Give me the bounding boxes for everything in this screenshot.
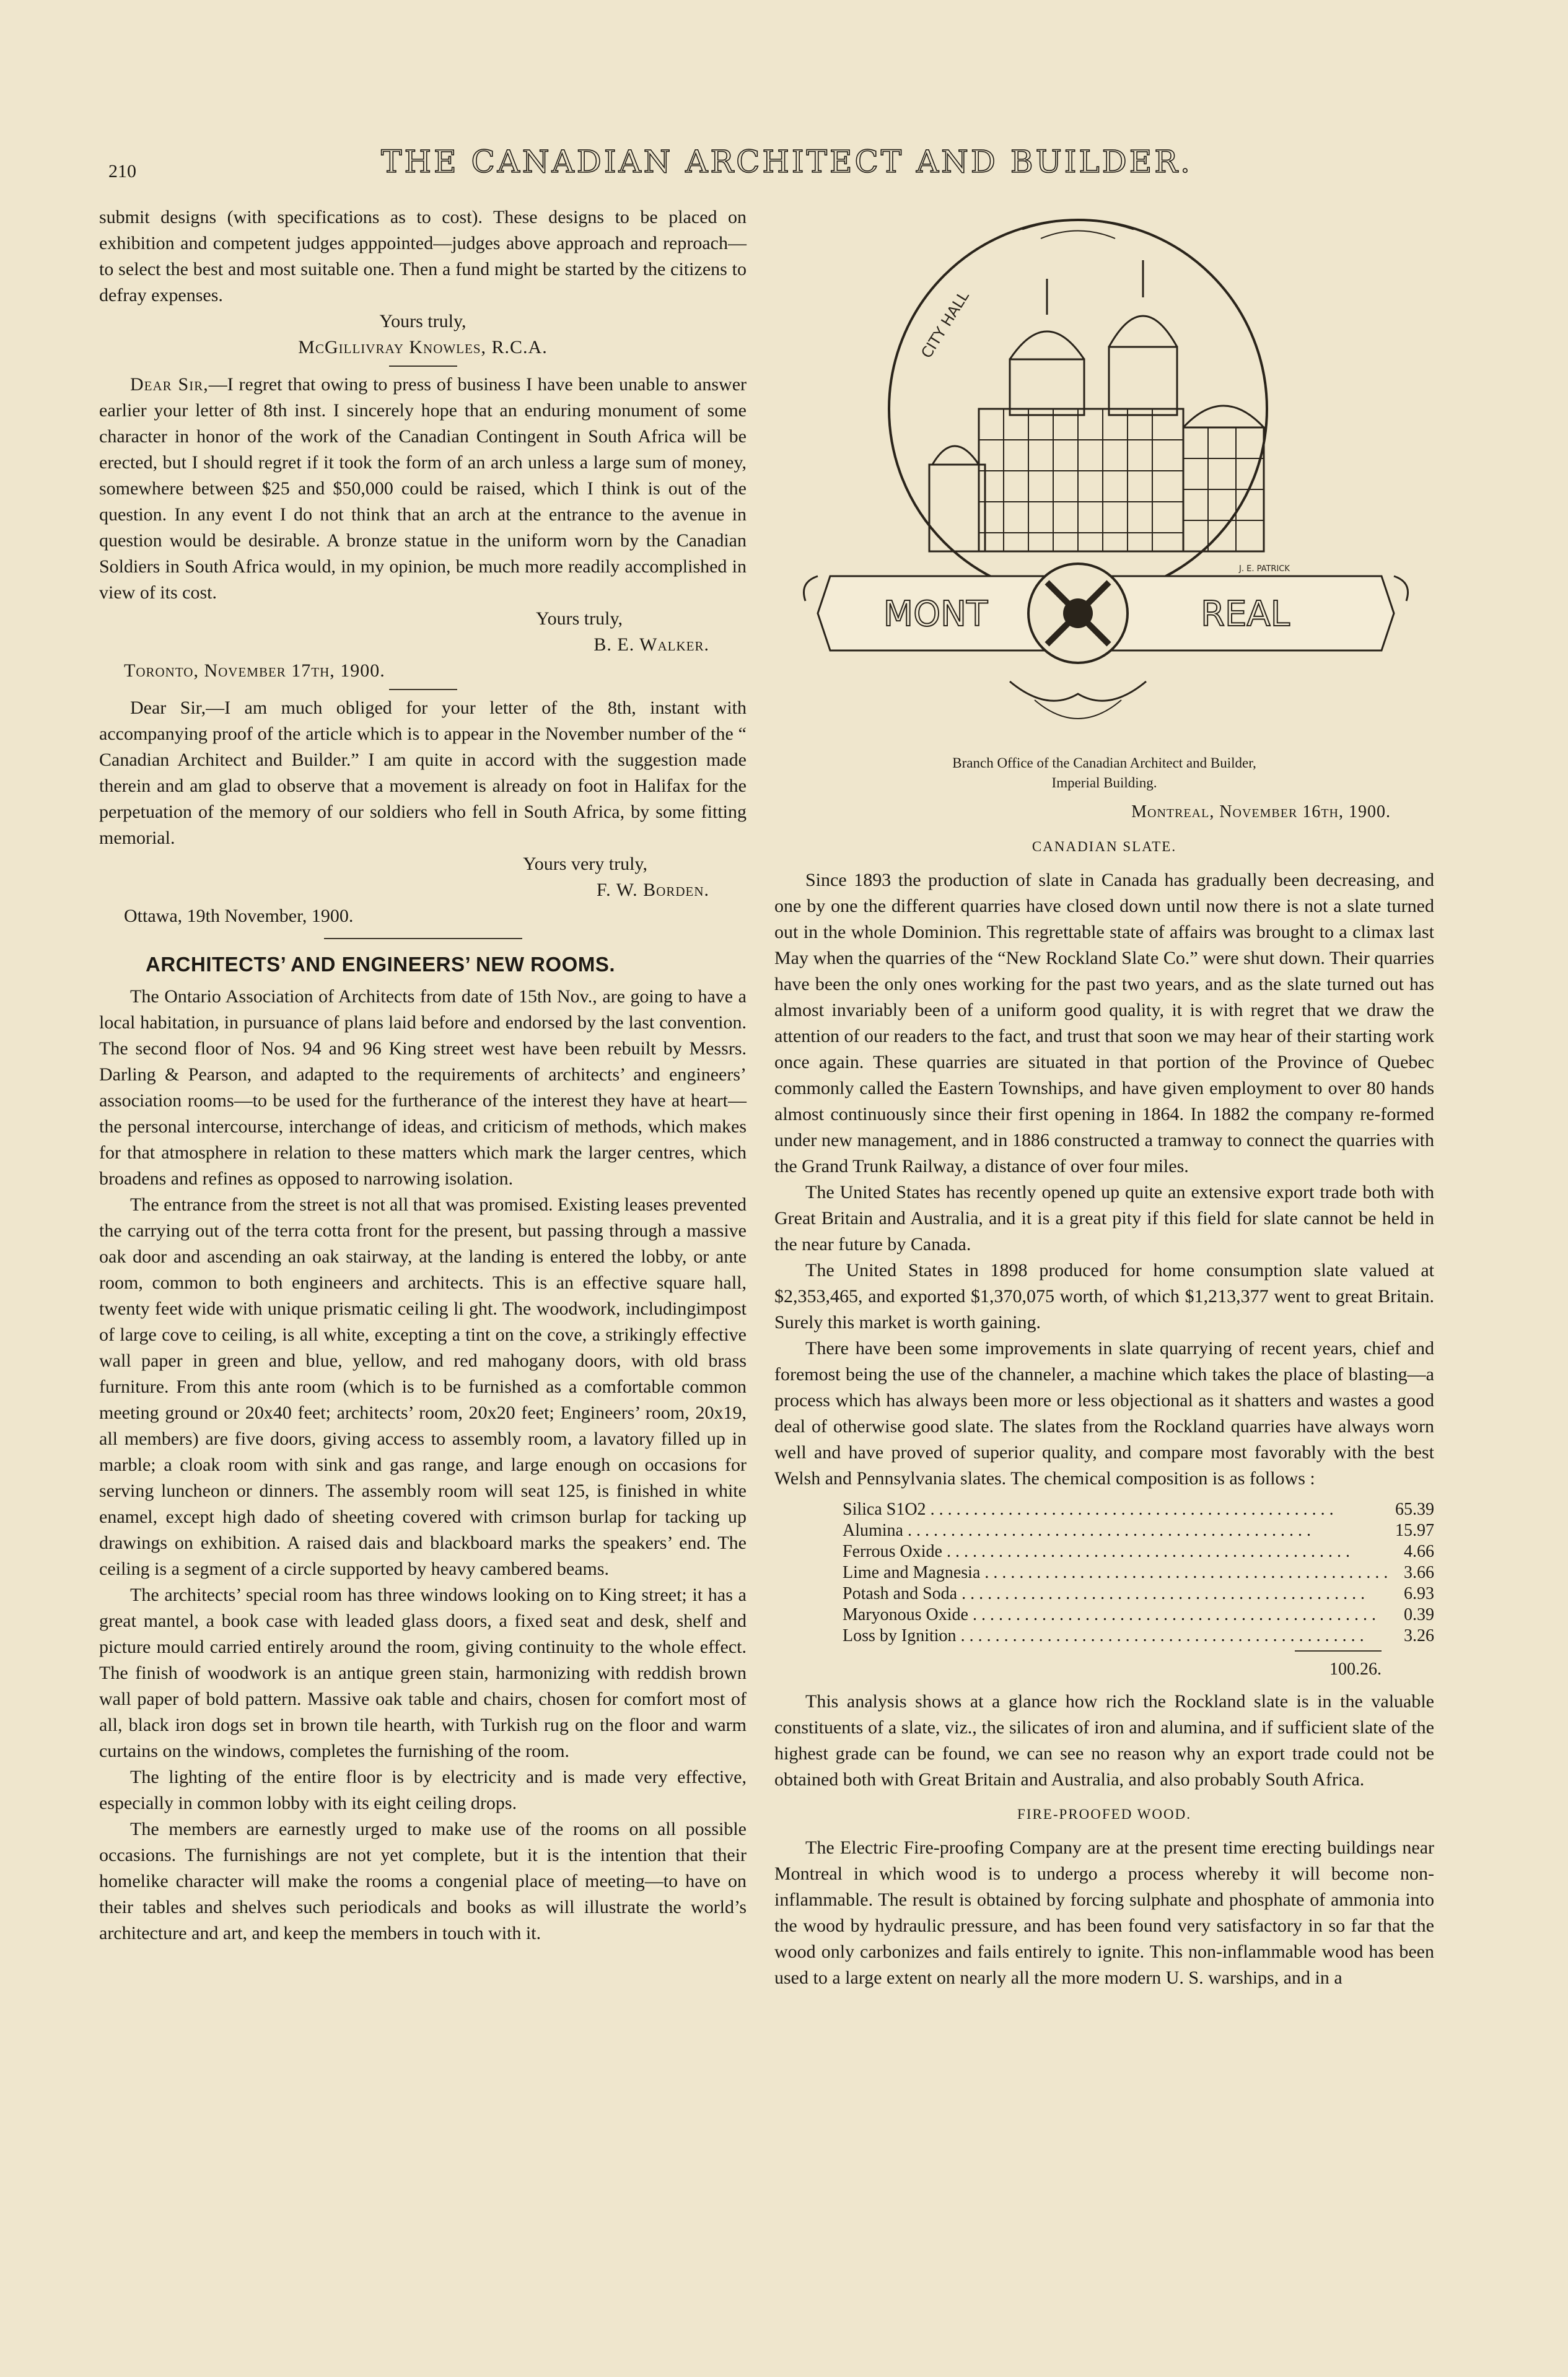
divider	[389, 689, 457, 690]
compound-name: Lime and Magnesia . . . . . . . . . . . . . . . . . . . . . . . . . . . . . . . . . . . . . . . . . . . . . . .	[843, 1563, 1388, 1582]
article-paragraph: There have been some improvements in slate quarrying of recent years, chief and foremost being the use of the channeler, a machine which takes the place of blasting—a process which has always been more or less objectional as it shatters and wastes a good deal of otherwise good slate. The slates from the Rockland quarries have always worn well and have proved of superior quality, and compare most favorably with the best Welsh and Pennsylvania slates. The chemical composition is as follows :	[774, 1338, 1434, 1489]
banner-left-text: MONT	[883, 594, 988, 634]
section-divider	[324, 938, 522, 939]
table-row	[843, 1583, 1434, 1604]
left-column	[99, 204, 747, 1946]
letter-2-salutation: Dear Sir,	[130, 374, 209, 395]
caption-text: Branch Office of the Canadian Architect and Builder,	[952, 755, 1256, 771]
letter-3-signature: F. W. Borden.	[596, 880, 709, 900]
compound-name: Silica S1O2 . . . . . . . . . . . . . . . . . . . . . . . . . . . . . . . . . . . . . . . . . . . . . . .	[843, 1500, 1334, 1519]
subhead-fire-proofed-wood: FIRE-PROOFED WOOD.	[1017, 1806, 1191, 1822]
letter-2-signature: B. E. Walker.	[593, 634, 709, 655]
article-paragraph: The Ontario Association of Architects from date of 15th Nov., are going to have a local habitation, in pursuance of plans laid before and endorsed by the last convention. The second floor of Nos. 94 and 96 King street west have been rebuilt by Messrs. Darling & Pearson, and adapted to the requirements of architects’ and engineers’ association rooms—to be used for the furtherance of the interest they have at heart—the personal intercourse, interchange of ideas, and criticism of methods, which makes for that atmosphere in relation to these matters which mark the larger centres, which broadens and refines as opposed to narrowing isolation.	[99, 986, 747, 1189]
letter-2-closing: Yours truly,	[535, 608, 623, 629]
running-title: THE CANADIAN ARCHITECT AND BUILDER.	[381, 144, 1193, 180]
article-paragraph: The United States has recently opened up quite an extensive export trade both with Great Britain and Australia, and it is a great pity if this field for slate cannot be held in the near future by Canada.	[774, 1182, 1434, 1254]
city-hall-illustration	[774, 204, 1434, 750]
letter-1-signature: McGillivray Knowles, R.C.A.	[298, 337, 548, 357]
compound-value: 15.97	[1395, 1521, 1434, 1540]
letter-2-body	[99, 372, 747, 606]
compound-name: Potash and Soda . . . . . . . . . . . . . . . . . . . . . . . . . . . . . . . . . . . . . . . . . . . . . . .	[843, 1584, 1365, 1603]
total-rule	[1295, 1650, 1382, 1652]
article-paragraph: The entrance from the street is not all that was promised. Existing leases prevented the carrying out of the terra cotta front for the present, but passing through a massive oak door and ascending an oak stairway, at the landing is entered the lobby, or ante room, common to both engineers and architects. This is an effective square hall, twenty feet wide with unique prismatic ceiling li ght. The woodwork, includingimpost of large cove to ceiling, is all white, excepting a tint on the cove, a strikingly effective wall paper in green and blue, yellow, and red mahogany doors, with old brass furniture. From this ante room (which is to be furnished as a comfortable common meeting ground or 20x40 feet; architects’ room, 20x20 feet; Engineers’ room, 20x19, all members) are five doors, giving access to assembly room, a lavatory filled up in marble; a cloak room with sink and gas range, and large enough on occasions for serving luncheon or dinners. The assembly room will seat 125, is finished in white enamel, except high dado of sheeting covered with crimson burlap for tacking up drawings on exhibition. A raised dais and blackboard marks the speakers’ end. The ceiling is a segment of a circle supported by heavy cambered beams.	[99, 1194, 747, 1579]
table-row	[843, 1562, 1434, 1583]
letter-1-closing: Yours truly,	[379, 311, 466, 331]
article-paragraph: The architects’ special room has three windows looking on to King street; it has a great mantel, a book case with leaded glass doors, a fixed seat and desk, shelf and picture mould carried entirely around the room, giving continuity to the whole effect. The finish of woodwork is an antique green stain, harmonizing with reddish brown wall paper of bold pattern. Massive oak table and chairs, chosen for comfort most of all, black iron dogs set in brown tile hearth, with Turkish rug on the floor and warm curtains on the windows, completes the furnishing of the room.	[99, 1585, 747, 1761]
compound-value: 6.93	[1404, 1584, 1434, 1603]
compound-value: 3.26	[1404, 1626, 1434, 1645]
letter-3-place-date: Ottawa, 19th November, 1900.	[124, 906, 354, 926]
subhead-canadian-slate: CANADIAN SLATE.	[1031, 839, 1177, 854]
compound-name: Ferrous Oxide . . . . . . . . . . . . . . . . . . . . . . . . . . . . . . . . . . . . . . . . . . . . . . .	[843, 1542, 1350, 1561]
letter-1-body: submit designs (with specifications as to cost). These designs to be placed on exhibition and competent judges apppointed—judges above approach and reproach—to select the best and most suitable one. Then a fund might be started by the citizens to defray expenses.	[99, 207, 747, 305]
caption-line	[774, 773, 1434, 793]
letter-2-place-date: Toronto, November 17th, 1900.	[124, 660, 385, 681]
city-hall-engraving	[774, 204, 1434, 750]
article-paragraph: This analysis shows at a glance how rich the Rockland slate is in the valuable constituents of a slate, viz., the silicates of iron and alumina, and if sufficient slate of the highest grade can be found, we can see no reason why an export trade could not be obtained both with Great Britain and Australia, and also probably South Africa.	[774, 1691, 1434, 1790]
dateline: Montreal, November 16th, 1900.	[1131, 802, 1391, 821]
table-row	[843, 1520, 1434, 1541]
section-heading: ARCHITECTS’ AND ENGINEERS’ NEW ROOMS.	[146, 953, 616, 976]
banner-right-text: REAL	[1201, 594, 1290, 634]
page-number: 210	[108, 161, 136, 182]
right-column	[774, 204, 1434, 1991]
compound-value: 0.39	[1404, 1605, 1434, 1624]
chemical-analysis-table	[843, 1499, 1434, 1647]
article-paragraph: The members are earnestly urged to make use of the rooms on all possible occasions. The furnishings are not yet complete, but it is the intention that their homelike character will make the rooms a congenial place of meeting—to have on their tables and shelves such periodicals and books as will illustrate the world’s architecture and art, and keep the members in touch with it.	[99, 1819, 747, 1943]
artist-signature: J. E. PATRICK	[1239, 564, 1290, 574]
caption-text: Imperial Building.	[1051, 775, 1157, 790]
table-row	[843, 1626, 1434, 1647]
letter-3-body: Dear Sir,—I am much obliged for your letter of the 8th, instant with accompanying proof of the article which is to appear in the November number of the “ Canadian Architect and Builder.” I am quite in accord with the suggestion made therein and am glad to observe that a movement is already on foot in Halifax for the perpetuation of the memory of our soldiers who fell in South Africa, by some fitting memorial.	[99, 698, 747, 848]
divider	[389, 366, 457, 367]
table-row	[843, 1541, 1434, 1562]
table-row	[843, 1604, 1434, 1626]
letter-2-text: —I regret that owing to press of business I have been unable to answer earlier your letter of 8th inst. I sincerely hope that an enduring monument of some character in honor of the work of the Canadian Contingent in South Africa will be erected, but I should regret if it took the form of an arch unless a large sum of money, somewhere between $25 and $50,000 could be raised, which I think is out of the question. In any event I do not think that an arch at the entrance to the avenue in question would be desirable. A bronze statue in the uniform worn by the Canadian Soldiers in South Africa would, in my opinion, be much more readily accomplished in view of its cost.	[99, 374, 747, 603]
table-row	[843, 1499, 1434, 1520]
article-paragraph: The United States in 1898 produced for home consumption slate valued at $2,353,465, and exported $1,370,075 worth, of which $1,213,377 went to great Britain. Surely this market is worth gaining.	[774, 1260, 1434, 1333]
analysis-total: 100.26.	[1329, 1660, 1382, 1679]
compound-value: 65.39	[1395, 1500, 1434, 1519]
caption-line	[774, 753, 1434, 773]
article-paragraph: The Electric Fire-proofing Company are at the present time erecting buildings near Montreal in which wood is to undergo a process whereby it will become non-inflammable. The result is obtained by forcing sulphate and phosphate of ammonia into the wood by hydraulic pressure, and has been found very satisfactory in so far that the wood only carbonizes and fails entirely to ignite. This non-inflammable wood has been used to a large extent on nearly all the more modern U. S. warships, and in a	[774, 1837, 1434, 1988]
article-paragraph: Since 1893 the production of slate in Canada has gradually been decreasing, and one by one the different quarries have closed down until now there is not a slate turned out in the whole Dominion. This regrettable state of affairs was brought to a climax last May when the quarries of the “New Rockland Slate Co.” were shut down. Their quarries have been the only ones working for the past two years, and as the slate turned out has almost invariably been of a uniform good quality, it is with regret that we draw the attention of our readers to the fact, and trust that soon we may hear of their starting work once again. These quarries are situated in that portion of the Province of Quebec commonly called the Eastern Townships, and have given employment to over 80 hands almost continuously since their first opening in 1864. In 1882 the company re-formed under new management, and in 1886 constructed a tramway to connect the quarries with the Grand Trunk Railway, a distance of over four miles.	[774, 870, 1434, 1176]
letter-3-closing: Yours very truly,	[523, 854, 647, 874]
illustration-caption	[774, 753, 1434, 793]
compound-value: 4.66	[1404, 1542, 1434, 1561]
page-header	[93, 144, 1474, 199]
compound-name: Maryonous Oxide . . . . . . . . . . . . . . . . . . . . . . . . . . . . . . . . . . . . . . . . . . . . . . .	[843, 1605, 1376, 1624]
compound-value: 3.66	[1404, 1563, 1434, 1582]
compound-name: Alumina . . . . . . . . . . . . . . . . . . . . . . . . . . . . . . . . . . . . . . . . . . . . . . .	[843, 1521, 1311, 1540]
arc-label: CITY HALL	[918, 287, 973, 362]
article-paragraph: The lighting of the entire floor is by electricity and is made very effective, especially in common lobby with its eight ceiling drops.	[99, 1767, 747, 1813]
compound-name: Loss by Ignition . . . . . . . . . . . . . . . . . . . . . . . . . . . . . . . . . . . . . . . . . . . . . . .	[843, 1626, 1364, 1645]
